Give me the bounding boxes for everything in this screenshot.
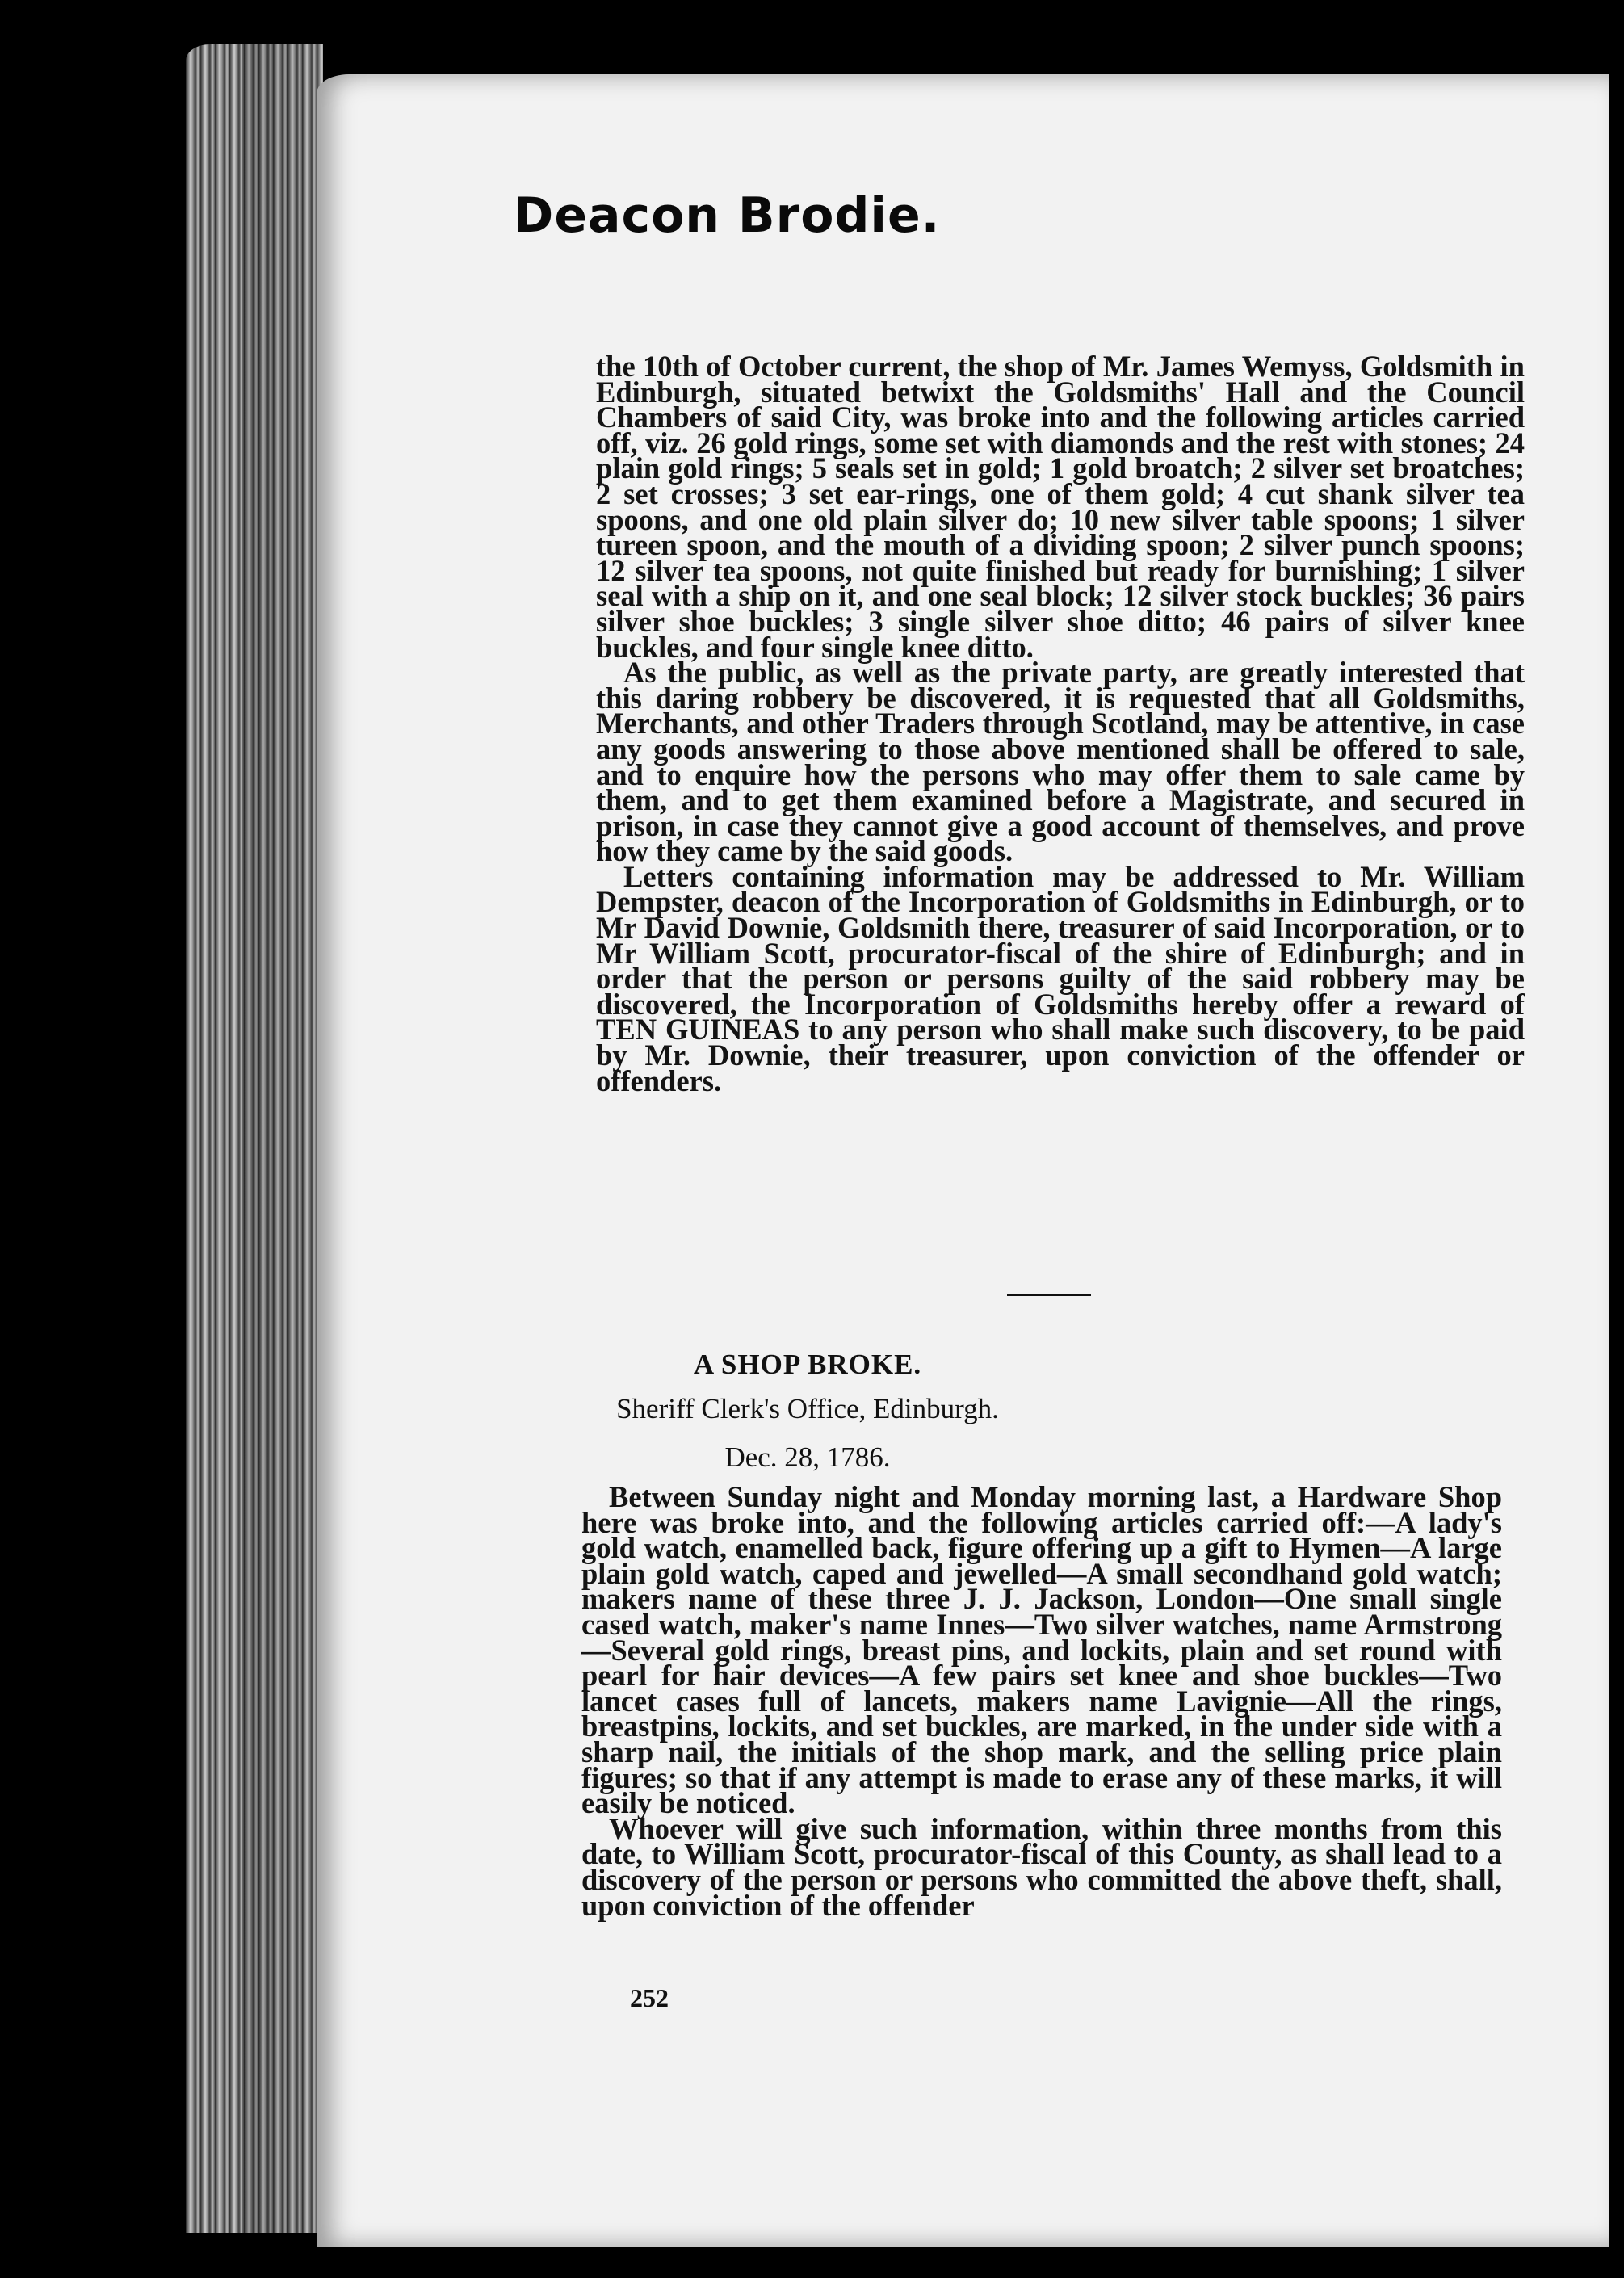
paragraph: Whoever will give such information, within three months from this date, to William Scott, procurator-fiscal of this County, as shall lead to a discovery of the person or persons who committed the above theft, shall, upon conviction of the offender [581,1811,1502,1922]
paragraph: Between Sunday night and Monday morning last, a Hardware Shop here was broke into, and the following articles carried off:—A lady's gold watch, enamelled back, figure offering up a gift to Hymen—A large plain gold watch, caped and jewelled—A small secondhand gold watch; makers name of these three J. J. Jackson, London—One small single cased watch, maker's name Innes—Two silver watches, name Armstrong—Several gold rings, breast pins, and lockits, plain and set round with pearl for hair devices—A few pairs set knee and shoe buckles—Two lancet cases full of lancets, makers name Lavignie—All the rings, breastpins, lockits, and set buckles, are marked, in the under side with a sharp nail, the initials of the shop mark, and the selling price plain figures; so that if any attempt is made to erase any of these marks, it will easily be noticed. [581,1480,1502,1820]
section-2-text [581,1480,1502,1922]
page-number: 252 [630,1983,669,2012]
section-divider [1007,1294,1091,1299]
paragraph: Letters containing information may be addressed to Mr. William Dempster, deacon of the Incorporation of Goldsmiths in Edinburgh, or to Mr David Downie, Goldsmith there, treasurer of said Incorporation, or to Mr William Scott, procurator-fiscal of the shire of Edinburgh; and in order that the person or persons guilty of the said robbery may be discovered, the Incorporation of Goldsmiths hereby offer a reward of TEN GUINEAS to any person who shall make such discovery, to be paid by Mr. Downie, their treasurer, upon conviction of the offender or offenders. [596,859,1525,1097]
paragraph: As the public, as well as the private party, are greatly interested that this daring robbery be discovered, it is requested that all Goldsmiths, Merchants, and other Traders through Scotland, may be attentive, in case any goods answering to those above mentioned shall be offered to sale, and to enquire how the persons who may offer them to sale came by them, and to get them examined before a Magistrate, and secured in prison, in case they cannot give a good account of themselves, and prove how they came by the said goods. [596,656,1525,868]
section-1-text [596,350,1525,1097]
book-edge-shadow [242,44,323,2233]
paragraph: the 10th of October current, the shop of Mr. James Wemyss, Goldsmith in Edinburgh, situated betwixt the Goldsmiths' Hall and the Council Chambers of said City, was broke into and the following articles carried off, viz. 26 gold rings, some set with diamonds and the rest with stones; 24 plain gold rings; 5 seals set in gold; 1 gold broatch; 2 silver set broatches; 2 set crosses; 3 set ear-rings, one of them gold; 4 cut shank silver tea spoons, and one old plain silver do; 10 new silver table spoons; 1 silver tureen spoon, and the mouth of a dividing spoon; 2 silver punch spoons; 12 silver tea spoons, not quite finished but ready for burnishing; 1 silver seal with a ship on it, and one seal block; 12 silver stock buckles; 36 pairs silver shoe buckles; 3 single silver shoe ditto; 46 pairs of silver knee buckles, and four single knee ditto. [596,350,1525,664]
page-title: Deacon Brodie. [513,187,941,244]
office-line: Sheriff Clerk's Office, Edinburgh. [616,1393,999,1424]
date-line: Dec. 28, 1786. [724,1441,891,1473]
section-heading: A SHOP BROKE. [693,1349,922,1380]
